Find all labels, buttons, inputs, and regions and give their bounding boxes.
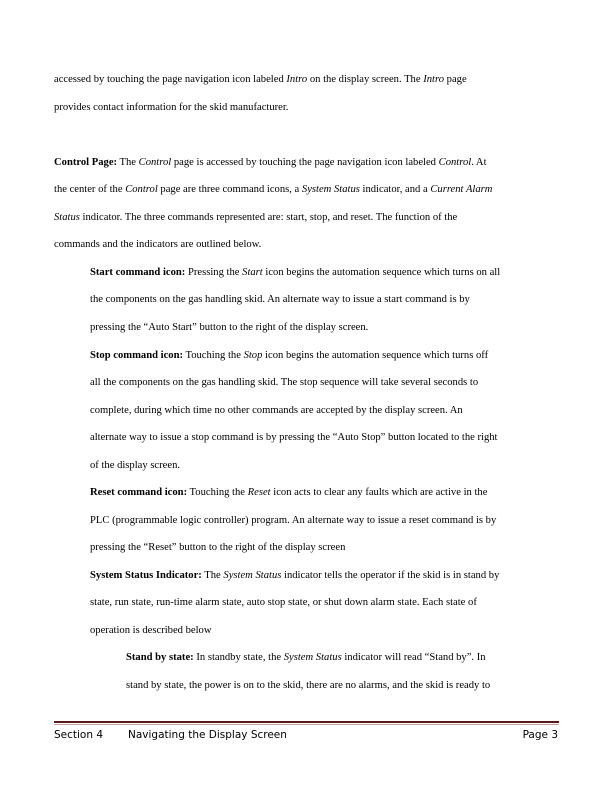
footer-rule (54, 721, 559, 723)
footer-rule-shadow (54, 724, 559, 725)
text-line: provides contact information for the skid manufacturer. (54, 102, 289, 113)
footer-title: Navigating the Display Screen (128, 729, 287, 741)
text-line: alternate way to issue a stop command is by pressing the “Auto Stop” button located to the right (90, 432, 498, 443)
text-line: accessed by touching the page navigation icon labeled Intro on the display screen. The Intro page (54, 74, 467, 85)
text-line: PLC (programmable logic controller) program. An alternate way to issue a reset command is by (90, 515, 497, 526)
item-heading-start-command: Start command icon: Pressing the Start icon begins the automation sequence which turns on all (90, 267, 501, 278)
text-line: of the display screen. (90, 460, 181, 471)
text-line: commands and the indicators are outlined below. (54, 239, 262, 250)
text-line: state, run state, run-time alarm state, auto stop state, or shut down alarm state. Each state of (90, 597, 477, 608)
footer-section: Section 4 (54, 729, 104, 741)
item-heading-system-status: System Status Indicator: The System Status indicator tells the operator if the skid is in stand by (90, 570, 500, 581)
text-line: operation is described below (90, 625, 212, 636)
item-heading-reset-command: Reset command icon: Touching the Reset icon acts to clear any faults which are active in the (90, 487, 488, 498)
text-line: pressing the “Auto Start” button to the right of the display screen. (90, 322, 369, 333)
text-line: pressing the “Reset” button to the right of the display screen (90, 542, 346, 553)
item-heading-stop-command: Stop command icon: Touching the Stop icon begins the automation sequence which turns off (90, 350, 489, 361)
item-heading-stand-by-state: Stand by state: In standby state, the System Status indicator will read “Stand by”. In (126, 652, 486, 663)
text-line: the center of the Control page are three command icons, a System Status indicator, and a Current Alarm (54, 184, 493, 195)
text-line: Status indicator. The three commands represented are: start, stop, and reset. The function of the (54, 212, 458, 223)
text-line: all the components on the gas handling skid. The stop sequence will take several seconds to (90, 377, 479, 388)
section-heading-control-page: Control Page: The Control page is accessed by touching the page navigation icon labeled Control. At (54, 157, 487, 168)
text-line: stand by state, the power is on to the skid, there are no alarms, and the skid is ready to (126, 680, 491, 691)
text-line: the components on the gas handling skid. An alternate way to issue a start command is by (90, 294, 470, 305)
footer-page-number: Page 3 (522, 729, 558, 741)
text-line: complete, during which time no other commands are accepted by the display screen. An (90, 405, 463, 416)
